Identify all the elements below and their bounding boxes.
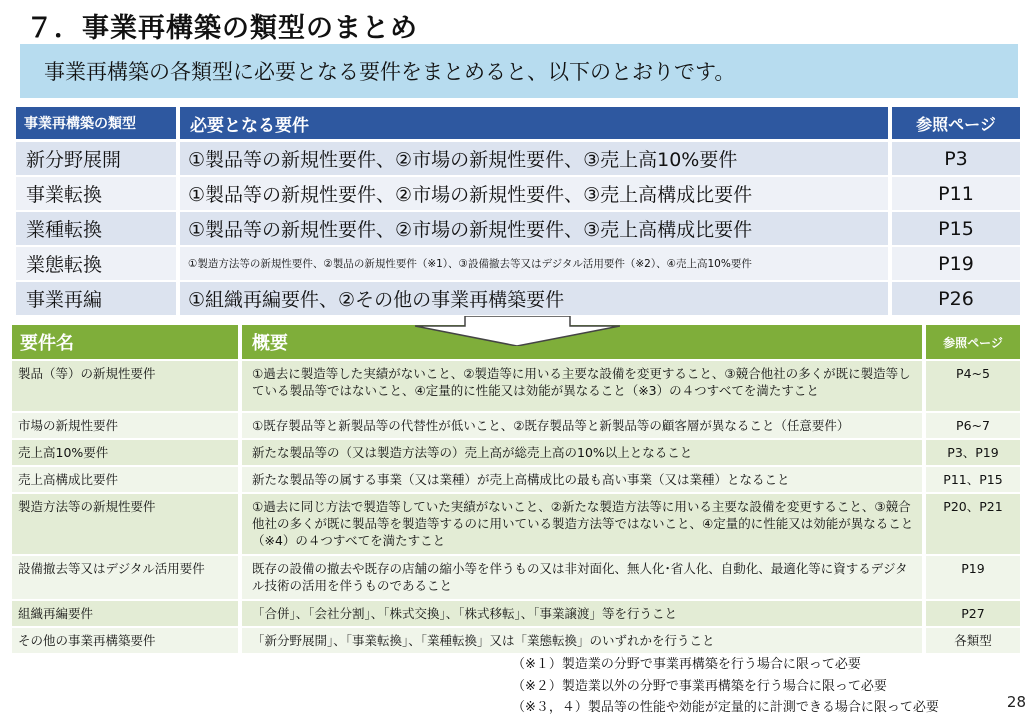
overview-cell: ①過去に製造等した実績がないこと、②製造等に用いる主要な設備を変更すること、③競合他社の多くが既に製造等している製品等ではないこと、④定量的に性能又は効能が異なること（※3）の４つすべてを満たすこと [242, 361, 922, 413]
overview-cell: ①過去に同じ方法で製造等していた実績がないこと、②新たな製造方法等に用いる主要な設備を変更すること、③競合他社の多くが既に製品等を製造等するのに用いている製造方法等ではないこと、④定量的に性能又は効能が異なること（※4）の４つすべてを満たすこと [242, 494, 922, 556]
table-row [12, 467, 1020, 494]
table-row [12, 494, 1020, 556]
table-row [16, 212, 1020, 247]
type-cell: 新分野展開 [16, 142, 176, 177]
overview-cell: 「合併」、「会社分割」、「株式交換」、「株式移転」、「事業譲渡」等を行うこと [242, 601, 922, 628]
table-row [12, 413, 1020, 440]
overview-cell: 「新分野展開」、「事業転換」、「業種転換」又は「業態転換」のいずれかを行うこと [242, 628, 922, 655]
overview-cell: 既存の設備の撤去や既存の店舗の縮小等を伴うもの又は非対面化、無人化･省人化、自動化、最適化等に資するデジタル技術の活用を伴うものであること [242, 556, 922, 601]
type-cell: 事業転換 [16, 177, 176, 212]
type-cell: 業態転換 [16, 247, 176, 282]
requirements-detail-table [12, 325, 1020, 655]
requirements-cell: ①組織再編要件、②その他の事業再構築要件 [180, 282, 888, 317]
header-requirement-name: 要件名 [12, 325, 238, 359]
page-cell: P3 [892, 142, 1020, 177]
requirement-name-cell: 製造方法等の新規性要件 [12, 494, 238, 556]
header-type: 事業再構築の類型 [16, 107, 176, 139]
header-reference-page: 参照ページ [892, 107, 1020, 139]
header-overview: 概要 [242, 325, 922, 359]
footnotes [512, 654, 939, 719]
page-cell: P20、P21 [926, 494, 1020, 556]
page-cell: P11 [892, 177, 1020, 212]
requirement-name-cell: 市場の新規性要件 [12, 413, 238, 440]
down-arrow-icon [415, 316, 620, 346]
summary-banner: 事業再構築の各類型に必要となる要件をまとめると、以下のとおりです。 [20, 44, 1018, 98]
overview-cell: ①既存製品等と新製品等の代替性が低いこと、②既存製品等と新製品等の顧客層が異なること（任意要件） [242, 413, 922, 440]
page-title: ７．事業再構築の類型のまとめ [26, 13, 418, 44]
restructuring-types-table [16, 107, 1020, 317]
type-cell: 業種転換 [16, 212, 176, 247]
page-cell: P15 [892, 212, 1020, 247]
requirement-name-cell: 製品（等）の新規性要件 [12, 361, 238, 413]
table-header [16, 107, 1020, 139]
requirements-cell: ①製品等の新規性要件、②市場の新規性要件、③売上高10%要件 [180, 142, 888, 177]
table-row [12, 556, 1020, 601]
page-cell: P19 [926, 556, 1020, 601]
requirements-cell: ①製品等の新規性要件、②市場の新規性要件、③売上高構成比要件 [180, 177, 888, 212]
requirement-name-cell: 設備撤去等又はデジタル活用要件 [12, 556, 238, 601]
table-row [12, 361, 1020, 413]
requirements-cell: ①製造方法等の新規性要件、②製品の新規性要件（※1）、③設備撤去等又はデジタル活用要件（※2）、④売上高10%要件 [180, 247, 888, 282]
page-cell: 各類型 [926, 628, 1020, 655]
footnote: （※２）製造業以外の分野で事業再構築を行う場合に限って必要 [512, 678, 887, 694]
page-cell: P19 [892, 247, 1020, 282]
requirement-name-cell: 売上高10%要件 [12, 440, 238, 467]
table-row [12, 628, 1020, 655]
requirement-name-cell: その他の事業再構築要件 [12, 628, 238, 655]
header-reference-page: 参照ページ [926, 325, 1020, 359]
requirements-cell: ①製品等の新規性要件、②市場の新規性要件、③売上高構成比要件 [180, 212, 888, 247]
table-row [12, 601, 1020, 628]
page-cell: P11、P15 [926, 467, 1020, 494]
overview-cell: 新たな製品等の（又は製造方法等の）売上高が総売上高の10%以上となること [242, 440, 922, 467]
page-cell: P3、P19 [926, 440, 1020, 467]
table-row [16, 142, 1020, 177]
table-row [16, 247, 1020, 282]
table-row [16, 177, 1020, 212]
page-cell: P4~5 [926, 361, 1020, 413]
page-cell: P26 [892, 282, 1020, 317]
overview-cell: 新たな製品等の属する事業（又は業種）が売上高構成比の最も高い事業（又は業種）となること [242, 467, 922, 494]
footnote: （※１）製造業の分野で事業再構築を行う場合に限って必要 [512, 657, 861, 672]
requirement-name-cell: 組織再編要件 [12, 601, 238, 628]
table-row [16, 282, 1020, 317]
type-cell: 事業再編 [16, 282, 176, 317]
requirement-name-cell: 売上高構成比要件 [12, 467, 238, 494]
page-number: 28 [1006, 693, 1026, 711]
page-cell: P27 [926, 601, 1020, 628]
header-requirements: 必要となる要件 [180, 107, 888, 139]
page-cell: P6~7 [926, 413, 1020, 440]
table-row [12, 440, 1020, 467]
footnote: （※３，４）製品等の性能や効能が定量的に計測できる場合に限って必要 [512, 700, 939, 715]
